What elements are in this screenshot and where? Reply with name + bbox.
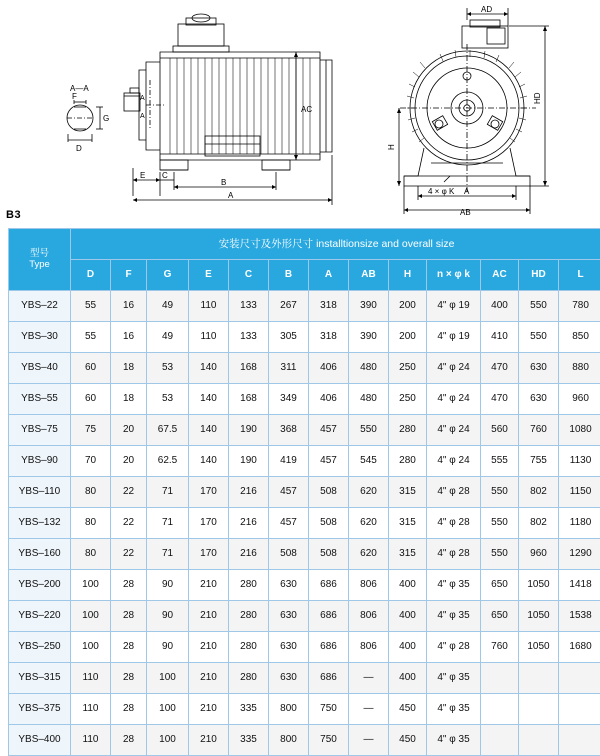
spec-table-body [9, 291, 600, 756]
cell-e: 170 [189, 539, 229, 570]
cell-f: 20 [111, 446, 147, 477]
cell-n-k: 4" φ 19 [427, 322, 481, 353]
cell-type: YBS–400 [9, 725, 71, 756]
motor-outline-drawing [0, 0, 600, 218]
header-col-l: L [559, 260, 600, 291]
cell-h: 280 [389, 415, 427, 446]
cell-ac: 410 [481, 322, 519, 353]
cell-ac: 550 [481, 539, 519, 570]
cell-b: 311 [269, 353, 309, 384]
cell-e: 210 [189, 570, 229, 601]
cell-l: 1150 [559, 477, 600, 508]
header-type [9, 229, 71, 291]
cell-d: 110 [71, 725, 111, 756]
table-row [9, 353, 600, 384]
cell-hd [519, 725, 559, 756]
label-e: E [140, 171, 145, 180]
cell-hd: 755 [519, 446, 559, 477]
header-col-e: E [189, 260, 229, 291]
cell-l: 1080 [559, 415, 600, 446]
cell-g: 100 [147, 663, 189, 694]
cell-ab: 545 [349, 446, 389, 477]
cell-b: 630 [269, 663, 309, 694]
cell-ab: 390 [349, 291, 389, 322]
label-g: G [103, 114, 109, 123]
cell-d: 60 [71, 384, 111, 415]
cell-hd [519, 694, 559, 725]
cell-l [559, 663, 600, 694]
cell-h: 200 [389, 322, 427, 353]
cell-c: 280 [229, 663, 269, 694]
cell-c: 133 [229, 322, 269, 353]
table-row [9, 632, 600, 663]
cell-g: 49 [147, 322, 189, 353]
cell-f: 18 [111, 384, 147, 415]
cell-b: 267 [269, 291, 309, 322]
header-col-g: G [147, 260, 189, 291]
cell-g: 71 [147, 508, 189, 539]
cell-e: 210 [189, 601, 229, 632]
label-a-mark-left: A [140, 113, 145, 120]
cell-a: 686 [309, 570, 349, 601]
cell-f: 18 [111, 353, 147, 384]
cell-f: 28 [111, 601, 147, 632]
cell-g: 62.5 [147, 446, 189, 477]
cell-ac: 470 [481, 353, 519, 384]
cell-g: 49 [147, 291, 189, 322]
cell-l: 1418 [559, 570, 600, 601]
cell-d: 80 [71, 508, 111, 539]
cell-d: 60 [71, 353, 111, 384]
cell-g: 71 [147, 477, 189, 508]
cell-type: YBS–40 [9, 353, 71, 384]
cell-type: YBS–55 [9, 384, 71, 415]
cell-ab: 620 [349, 477, 389, 508]
cell-a: 686 [309, 663, 349, 694]
table-row [9, 384, 600, 415]
cell-hd: 1050 [519, 601, 559, 632]
header-col-hd: HD [519, 260, 559, 291]
cell-hd: 802 [519, 477, 559, 508]
cell-g: 67.5 [147, 415, 189, 446]
cell-c: 168 [229, 384, 269, 415]
cell-h: 315 [389, 508, 427, 539]
cell-e: 110 [189, 322, 229, 353]
cell-f: 22 [111, 539, 147, 570]
cell-ab: 480 [349, 353, 389, 384]
cell-g: 100 [147, 694, 189, 725]
label-a-mark-left2: A [140, 95, 145, 102]
cell-n-k: 4" φ 28 [427, 632, 481, 663]
cell-n-k: 4" φ 28 [427, 477, 481, 508]
cell-h: 400 [389, 570, 427, 601]
cell-ab: 806 [349, 632, 389, 663]
cell-n-k: 4" φ 24 [427, 415, 481, 446]
header-col-nk: n × φ k [427, 260, 481, 291]
table-row [9, 322, 600, 353]
cell-h: 280 [389, 446, 427, 477]
cell-ac: 470 [481, 384, 519, 415]
cell-type: YBS–250 [9, 632, 71, 663]
cell-b: 800 [269, 694, 309, 725]
cell-l: 1130 [559, 446, 600, 477]
cell-b: 368 [269, 415, 309, 446]
cell-e: 110 [189, 291, 229, 322]
cell-l: 850 [559, 322, 600, 353]
cell-a: 750 [309, 725, 349, 756]
cell-l: 780 [559, 291, 600, 322]
cell-ab: — [349, 694, 389, 725]
header-type-en: Type [9, 260, 70, 271]
cell-c: 280 [229, 601, 269, 632]
cell-e: 140 [189, 446, 229, 477]
cell-ab: 620 [349, 508, 389, 539]
cell-type: YBS–30 [9, 322, 71, 353]
cell-h: 315 [389, 539, 427, 570]
cell-hd: 550 [519, 291, 559, 322]
cell-f: 22 [111, 508, 147, 539]
cell-f: 28 [111, 725, 147, 756]
cell-a: 508 [309, 508, 349, 539]
table-header-columns-row [9, 260, 600, 291]
header-col-h: H [389, 260, 427, 291]
header-col-b: B [269, 260, 309, 291]
cell-ac [481, 694, 519, 725]
cell-g: 71 [147, 539, 189, 570]
cell-type: YBS–315 [9, 663, 71, 694]
cell-a: 318 [309, 322, 349, 353]
cell-ac: 650 [481, 601, 519, 632]
label-ab: AB [460, 208, 471, 217]
cell-b: 349 [269, 384, 309, 415]
cell-h: 400 [389, 601, 427, 632]
cell-f: 28 [111, 694, 147, 725]
cell-a: 750 [309, 694, 349, 725]
cell-ab: 480 [349, 384, 389, 415]
cell-f: 20 [111, 415, 147, 446]
cell-type: YBS–220 [9, 601, 71, 632]
cell-e: 140 [189, 384, 229, 415]
cell-ab: — [349, 663, 389, 694]
cell-n-k: 4" φ 24 [427, 384, 481, 415]
cell-c: 216 [229, 477, 269, 508]
cell-ac: 650 [481, 570, 519, 601]
cell-hd [519, 663, 559, 694]
cell-b: 305 [269, 322, 309, 353]
cell-h: 400 [389, 632, 427, 663]
cell-hd: 1050 [519, 632, 559, 663]
cell-d: 110 [71, 694, 111, 725]
header-col-c: C [229, 260, 269, 291]
cell-hd: 760 [519, 415, 559, 446]
cell-n-k: 4" φ 19 [427, 291, 481, 322]
label-d: D [76, 144, 82, 153]
spec-table-container [8, 228, 592, 756]
table-row [9, 415, 600, 446]
cell-type: YBS–90 [9, 446, 71, 477]
cell-d: 75 [71, 415, 111, 446]
cell-n-k: 4" φ 35 [427, 570, 481, 601]
cell-b: 457 [269, 508, 309, 539]
cell-b: 800 [269, 725, 309, 756]
cell-a: 406 [309, 384, 349, 415]
cell-ac: 555 [481, 446, 519, 477]
cell-type: YBS–160 [9, 539, 71, 570]
cell-e: 210 [189, 694, 229, 725]
cell-d: 80 [71, 477, 111, 508]
cell-f: 16 [111, 322, 147, 353]
cell-n-k: 4" φ 24 [427, 353, 481, 384]
cell-l: 880 [559, 353, 600, 384]
label-holes: 4 × φ K [428, 187, 455, 196]
cell-h: 250 [389, 384, 427, 415]
table-row [9, 725, 600, 756]
spec-table [8, 228, 600, 756]
label-section-aa: A—A [70, 84, 89, 93]
table-row [9, 570, 600, 601]
cell-c: 335 [229, 694, 269, 725]
cell-ac: 560 [481, 415, 519, 446]
cell-e: 140 [189, 415, 229, 446]
label-a: A [228, 191, 234, 200]
cell-e: 210 [189, 663, 229, 694]
cell-a: 457 [309, 446, 349, 477]
cell-ac: 550 [481, 477, 519, 508]
cell-e: 140 [189, 353, 229, 384]
cell-n-k: 4" φ 28 [427, 508, 481, 539]
header-col-a: A [309, 260, 349, 291]
cell-g: 90 [147, 632, 189, 663]
cell-type: YBS–110 [9, 477, 71, 508]
header-col-d: D [71, 260, 111, 291]
cell-type: YBS–375 [9, 694, 71, 725]
cell-g: 90 [147, 601, 189, 632]
cell-type: YBS–132 [9, 508, 71, 539]
cell-h: 450 [389, 694, 427, 725]
cell-b: 630 [269, 632, 309, 663]
cell-hd: 630 [519, 353, 559, 384]
cell-ab: 806 [349, 601, 389, 632]
table-row [9, 477, 600, 508]
cell-ac: 550 [481, 508, 519, 539]
cell-h: 400 [389, 663, 427, 694]
cell-l [559, 725, 600, 756]
table-header-title-row [9, 229, 600, 260]
cell-c: 280 [229, 632, 269, 663]
cell-g: 53 [147, 384, 189, 415]
cell-hd: 630 [519, 384, 559, 415]
cell-e: 210 [189, 632, 229, 663]
cell-f: 16 [111, 291, 147, 322]
cell-f: 28 [111, 632, 147, 663]
cell-n-k: 4" φ 28 [427, 539, 481, 570]
cell-d: 70 [71, 446, 111, 477]
cell-c: 216 [229, 508, 269, 539]
cell-h: 450 [389, 725, 427, 756]
cell-ab: 620 [349, 539, 389, 570]
label-f: F [72, 92, 77, 101]
label-ac: AC [301, 105, 312, 114]
cell-n-k: 4" φ 24 [427, 446, 481, 477]
cell-h: 250 [389, 353, 427, 384]
cell-a: 406 [309, 353, 349, 384]
cell-c: 280 [229, 570, 269, 601]
cell-hd: 550 [519, 322, 559, 353]
cell-type: YBS–75 [9, 415, 71, 446]
cell-ac: 760 [481, 632, 519, 663]
cell-l [559, 694, 600, 725]
cell-c: 190 [229, 415, 269, 446]
cell-d: 55 [71, 291, 111, 322]
cell-b: 457 [269, 477, 309, 508]
cell-d: 100 [71, 632, 111, 663]
cell-h: 315 [389, 477, 427, 508]
label-c: C [162, 171, 168, 180]
cell-a: 686 [309, 632, 349, 663]
cell-e: 170 [189, 477, 229, 508]
label-ad: AD [481, 5, 492, 14]
cell-ac [481, 663, 519, 694]
cell-b: 419 [269, 446, 309, 477]
cell-l: 960 [559, 384, 600, 415]
cell-c: 335 [229, 725, 269, 756]
cell-a: 508 [309, 477, 349, 508]
cell-ac [481, 725, 519, 756]
technical-drawing [0, 0, 600, 218]
cell-c: 190 [229, 446, 269, 477]
cell-a: 318 [309, 291, 349, 322]
header-col-f: F [111, 260, 147, 291]
cell-n-k: 4" φ 35 [427, 663, 481, 694]
cell-a: 457 [309, 415, 349, 446]
cell-ab: 806 [349, 570, 389, 601]
cell-d: 100 [71, 570, 111, 601]
cell-l: 1180 [559, 508, 600, 539]
cell-d: 100 [71, 601, 111, 632]
cell-l: 1680 [559, 632, 600, 663]
table-row [9, 291, 600, 322]
cell-n-k: 4" φ 35 [427, 601, 481, 632]
label-a-right: A [464, 187, 470, 196]
cell-n-k: 4" φ 35 [427, 725, 481, 756]
table-row [9, 508, 600, 539]
cell-d: 55 [71, 322, 111, 353]
cell-c: 133 [229, 291, 269, 322]
figure-caption: B3 [6, 209, 21, 221]
cell-l: 1290 [559, 539, 600, 570]
cell-b: 630 [269, 570, 309, 601]
table-row [9, 601, 600, 632]
cell-e: 170 [189, 508, 229, 539]
cell-f: 28 [111, 570, 147, 601]
label-h: H [387, 144, 396, 150]
cell-hd: 802 [519, 508, 559, 539]
label-hd: HD [533, 92, 542, 104]
cell-d: 80 [71, 539, 111, 570]
cell-n-k: 4" φ 35 [427, 694, 481, 725]
table-row [9, 694, 600, 725]
cell-g: 90 [147, 570, 189, 601]
cell-b: 508 [269, 539, 309, 570]
cell-ab: 550 [349, 415, 389, 446]
cell-hd: 960 [519, 539, 559, 570]
table-row [9, 663, 600, 694]
table-row [9, 539, 600, 570]
cell-g: 53 [147, 353, 189, 384]
cell-c: 216 [229, 539, 269, 570]
cell-a: 686 [309, 601, 349, 632]
cell-ab: — [349, 725, 389, 756]
cell-l: 1538 [559, 601, 600, 632]
cell-ab: 390 [349, 322, 389, 353]
cell-g: 100 [147, 725, 189, 756]
header-type-cn: 型号 [9, 249, 70, 260]
cell-ac: 400 [481, 291, 519, 322]
cell-d: 110 [71, 663, 111, 694]
cell-f: 22 [111, 477, 147, 508]
cell-type: YBS–200 [9, 570, 71, 601]
header-col-ab: AB [349, 260, 389, 291]
cell-b: 630 [269, 601, 309, 632]
cell-c: 168 [229, 353, 269, 384]
cell-h: 200 [389, 291, 427, 322]
cell-a: 508 [309, 539, 349, 570]
cell-f: 28 [111, 663, 147, 694]
label-b: B [221, 178, 226, 187]
cell-hd: 1050 [519, 570, 559, 601]
header-group-title: 安装尺寸及外形尺寸 installtionsize and overall size [71, 229, 600, 260]
table-row [9, 446, 600, 477]
header-col-ac: AC [481, 260, 519, 291]
cell-type: YBS–22 [9, 291, 71, 322]
cell-e: 210 [189, 725, 229, 756]
